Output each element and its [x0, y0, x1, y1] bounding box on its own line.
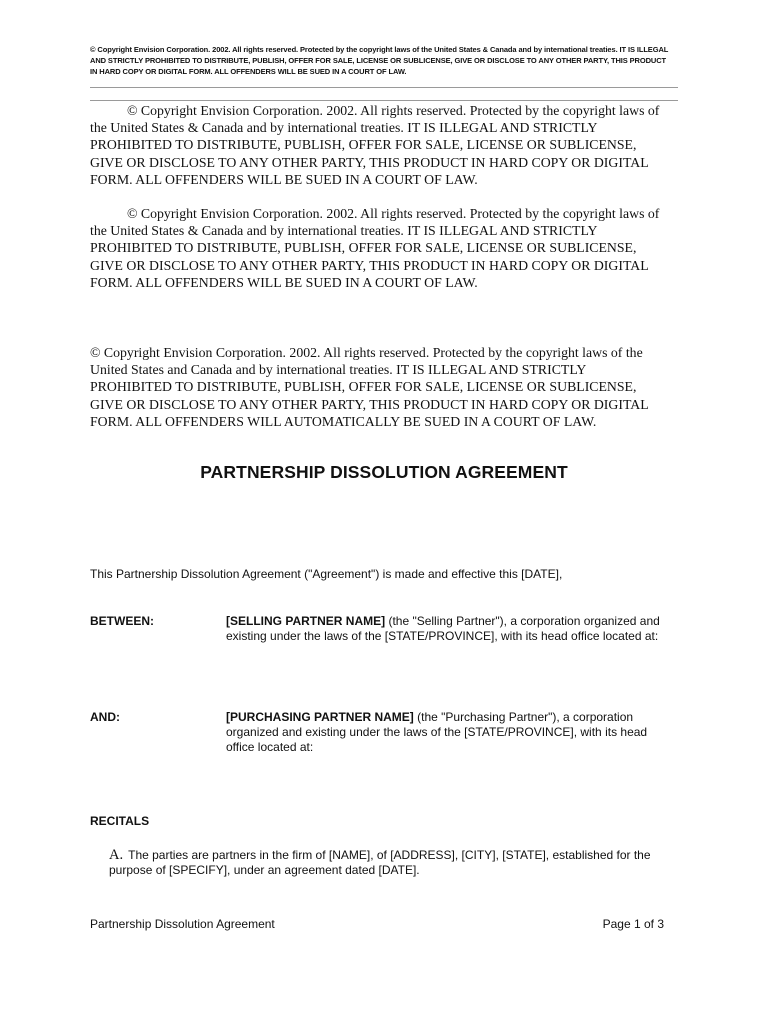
copyright-paragraph: © Copyright Envision Corporation. 2002. All rights reserved. Protected by the copyright laws of the United States and Canada and by international treaties. IT IS ILLEGAL AND STRICTLY PROHIBITED TO DISTRIBUTE, PUBLISH, OFFER FOR SALE, LICENSE OR SUBLICENSE, GIVE OR DISCLOSE TO ANY OTHER PARTY, THIS PRODUCT IN HARD COPY OR DIGITAL FORM. ALL OFFENDERS WILL AUTOMATICALLY BE SUED IN A COURT OF LAW.	[90, 345, 649, 429]
agreement-intro: This Partnership Dissolution Agreement ("Agreement") is made and effective this [DATE],	[90, 567, 563, 581]
copyright-paragraph: © Copyright Envision Corporation. 2002. All rights reserved. Protected by the copyright laws of the United States & Canada and by international treaties. IT IS ILLEGAL AND STRICTLY PROHIBITED TO DISTRIBUTE, PUBLISH, OFFER FOR SALE, LICENSE OR SUBLICENSE, GIVE OR DISCLOSE TO ANY OTHER PARTY, THIS PRODUCT IN HARD COPY OR DIGITAL FORM. ALL OFFENDERS WILL BE SUED IN A COURT OF LAW.	[90, 103, 660, 187]
recital-letter: A.	[109, 847, 124, 863]
header-copyright-notice: © Copyright Envision Corporation. 2002. All rights reserved. Protected by the copyright laws of the United States & Canada and by international treaties. IT IS ILLEGAL AND STRICTLY PROHIBITED TO DISTRIBUTE, PUBLISH, OFFER FOR SALE, LICENSE OR SUBLICENSE, GIVE OR DISCLOSE TO ANY OTHER PARTY, THIS PRODUCT IN HARD COPY OR DIGITAL FORM. ALL OFFENDERS WILL BE SUED IN A COURT OF LAW.	[90, 45, 669, 76]
selling-partner-name: [SELLING PARTNER NAME]	[226, 614, 386, 628]
header-rule-top	[90, 87, 678, 88]
purchasing-partner-name: [PURCHASING PARTNER NAME]	[226, 710, 414, 724]
document-title: PARTNERSHIP DISSOLUTION AGREEMENT	[200, 462, 568, 482]
selling-partner-text: (the "Selling Partner"), a corporation organized and existing under the laws of the [STATE/PROVINCE], with its head office located at:	[226, 614, 660, 643]
party-description-purchasing	[226, 710, 670, 755]
recital-item	[109, 848, 679, 878]
header-rule-bottom	[90, 100, 678, 101]
footer-document-title: Partnership Dissolution Agreement	[90, 917, 275, 931]
footer-page-number: Page 1 of 3	[602, 917, 664, 931]
party-label-between: BETWEEN:	[90, 614, 154, 628]
recitals-heading: RECITALS	[90, 814, 150, 828]
copyright-paragraph: © Copyright Envision Corporation. 2002. All rights reserved. Protected by the copyright laws of the United States & Canada and by international treaties. IT IS ILLEGAL AND STRICTLY PROHIBITED TO DISTRIBUTE, PUBLISH, OFFER FOR SALE, LICENSE OR SUBLICENSE, GIVE OR DISCLOSE TO ANY OTHER PARTY, THIS PRODUCT IN HARD COPY OR DIGITAL FORM. ALL OFFENDERS WILL BE SUED IN A COURT OF LAW.	[90, 206, 660, 290]
recital-text: The parties are partners in the firm of [NAME], of [ADDRESS], [CITY], [STATE], established for the purpose of [SPECIFY], under an agreement dated [DATE].	[109, 848, 651, 877]
purchasing-partner-text: (the "Purchasing Partner"), a corporation organized and existing under the laws of the [STATE/PROVINCE], with its head office located at:	[226, 710, 648, 754]
party-label-and: AND:	[90, 710, 120, 724]
party-description-selling	[226, 614, 670, 644]
